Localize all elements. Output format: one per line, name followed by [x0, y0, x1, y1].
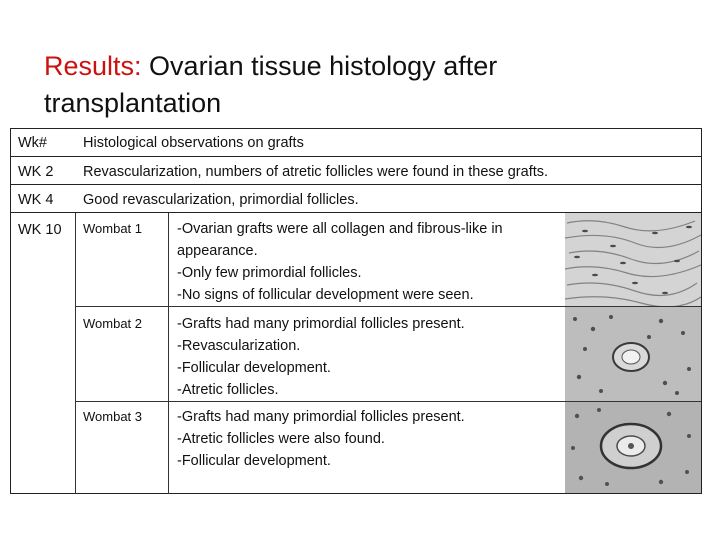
- row-divider: [11, 184, 701, 185]
- observation-line: -Grafts had many primordial follicles present.: [177, 316, 465, 332]
- row-observation-wk2: Revascularization, numbers of atretic follicles were found in these grafts.: [83, 164, 549, 180]
- header-week: Wk#: [18, 135, 47, 151]
- row-week-wk4: WK 4: [18, 192, 54, 208]
- row-week-wk2: WK 2: [18, 164, 54, 180]
- observation-line: -Grafts had many primordial follicles present.: [177, 409, 465, 425]
- wombat-3-observations: [177, 406, 561, 472]
- subtable-left-border: [75, 213, 76, 494]
- observation-line: -Atretic follicles were also found.: [177, 431, 385, 447]
- wombat-2-histology-image: [565, 307, 701, 401]
- observation-line: -Revascularization.: [177, 338, 301, 354]
- subtable-name-divider: [168, 213, 169, 494]
- wombat-1-label: Wombat 1: [83, 221, 143, 236]
- observation-line: -Only few primordial follicles.: [177, 265, 362, 281]
- wombat-1-histology-image: [565, 213, 701, 306]
- observation-line: -Atretic follicles.: [177, 382, 279, 398]
- row-week-wk10: WK 10: [18, 222, 62, 238]
- wombat-1-observations: [177, 218, 561, 306]
- wombat-2-label: Wombat 2: [83, 316, 143, 331]
- wombat-3-histology-image: [565, 402, 701, 493]
- title-prefix: Results:: [44, 51, 142, 82]
- header-divider: [11, 156, 701, 157]
- row-observation-wk4: Good revascularization, primordial follicles.: [83, 192, 359, 208]
- observation-line: -Follicular development.: [177, 360, 331, 376]
- title-text: Ovarian tissue histology after transplantation: [44, 51, 498, 119]
- observation-line: -No signs of follicular development were seen.: [177, 287, 474, 303]
- results-table: [10, 128, 702, 494]
- observation-line: -Ovarian grafts were all collagen and fibrous-like in appearance.: [177, 221, 503, 259]
- wombat-2-observations: [177, 313, 561, 401]
- observation-line: -Follicular development.: [177, 453, 331, 469]
- slide-title: [44, 48, 664, 122]
- wombat-3-label: Wombat 3: [83, 409, 143, 424]
- header-observations: Histological observations on grafts: [83, 135, 304, 151]
